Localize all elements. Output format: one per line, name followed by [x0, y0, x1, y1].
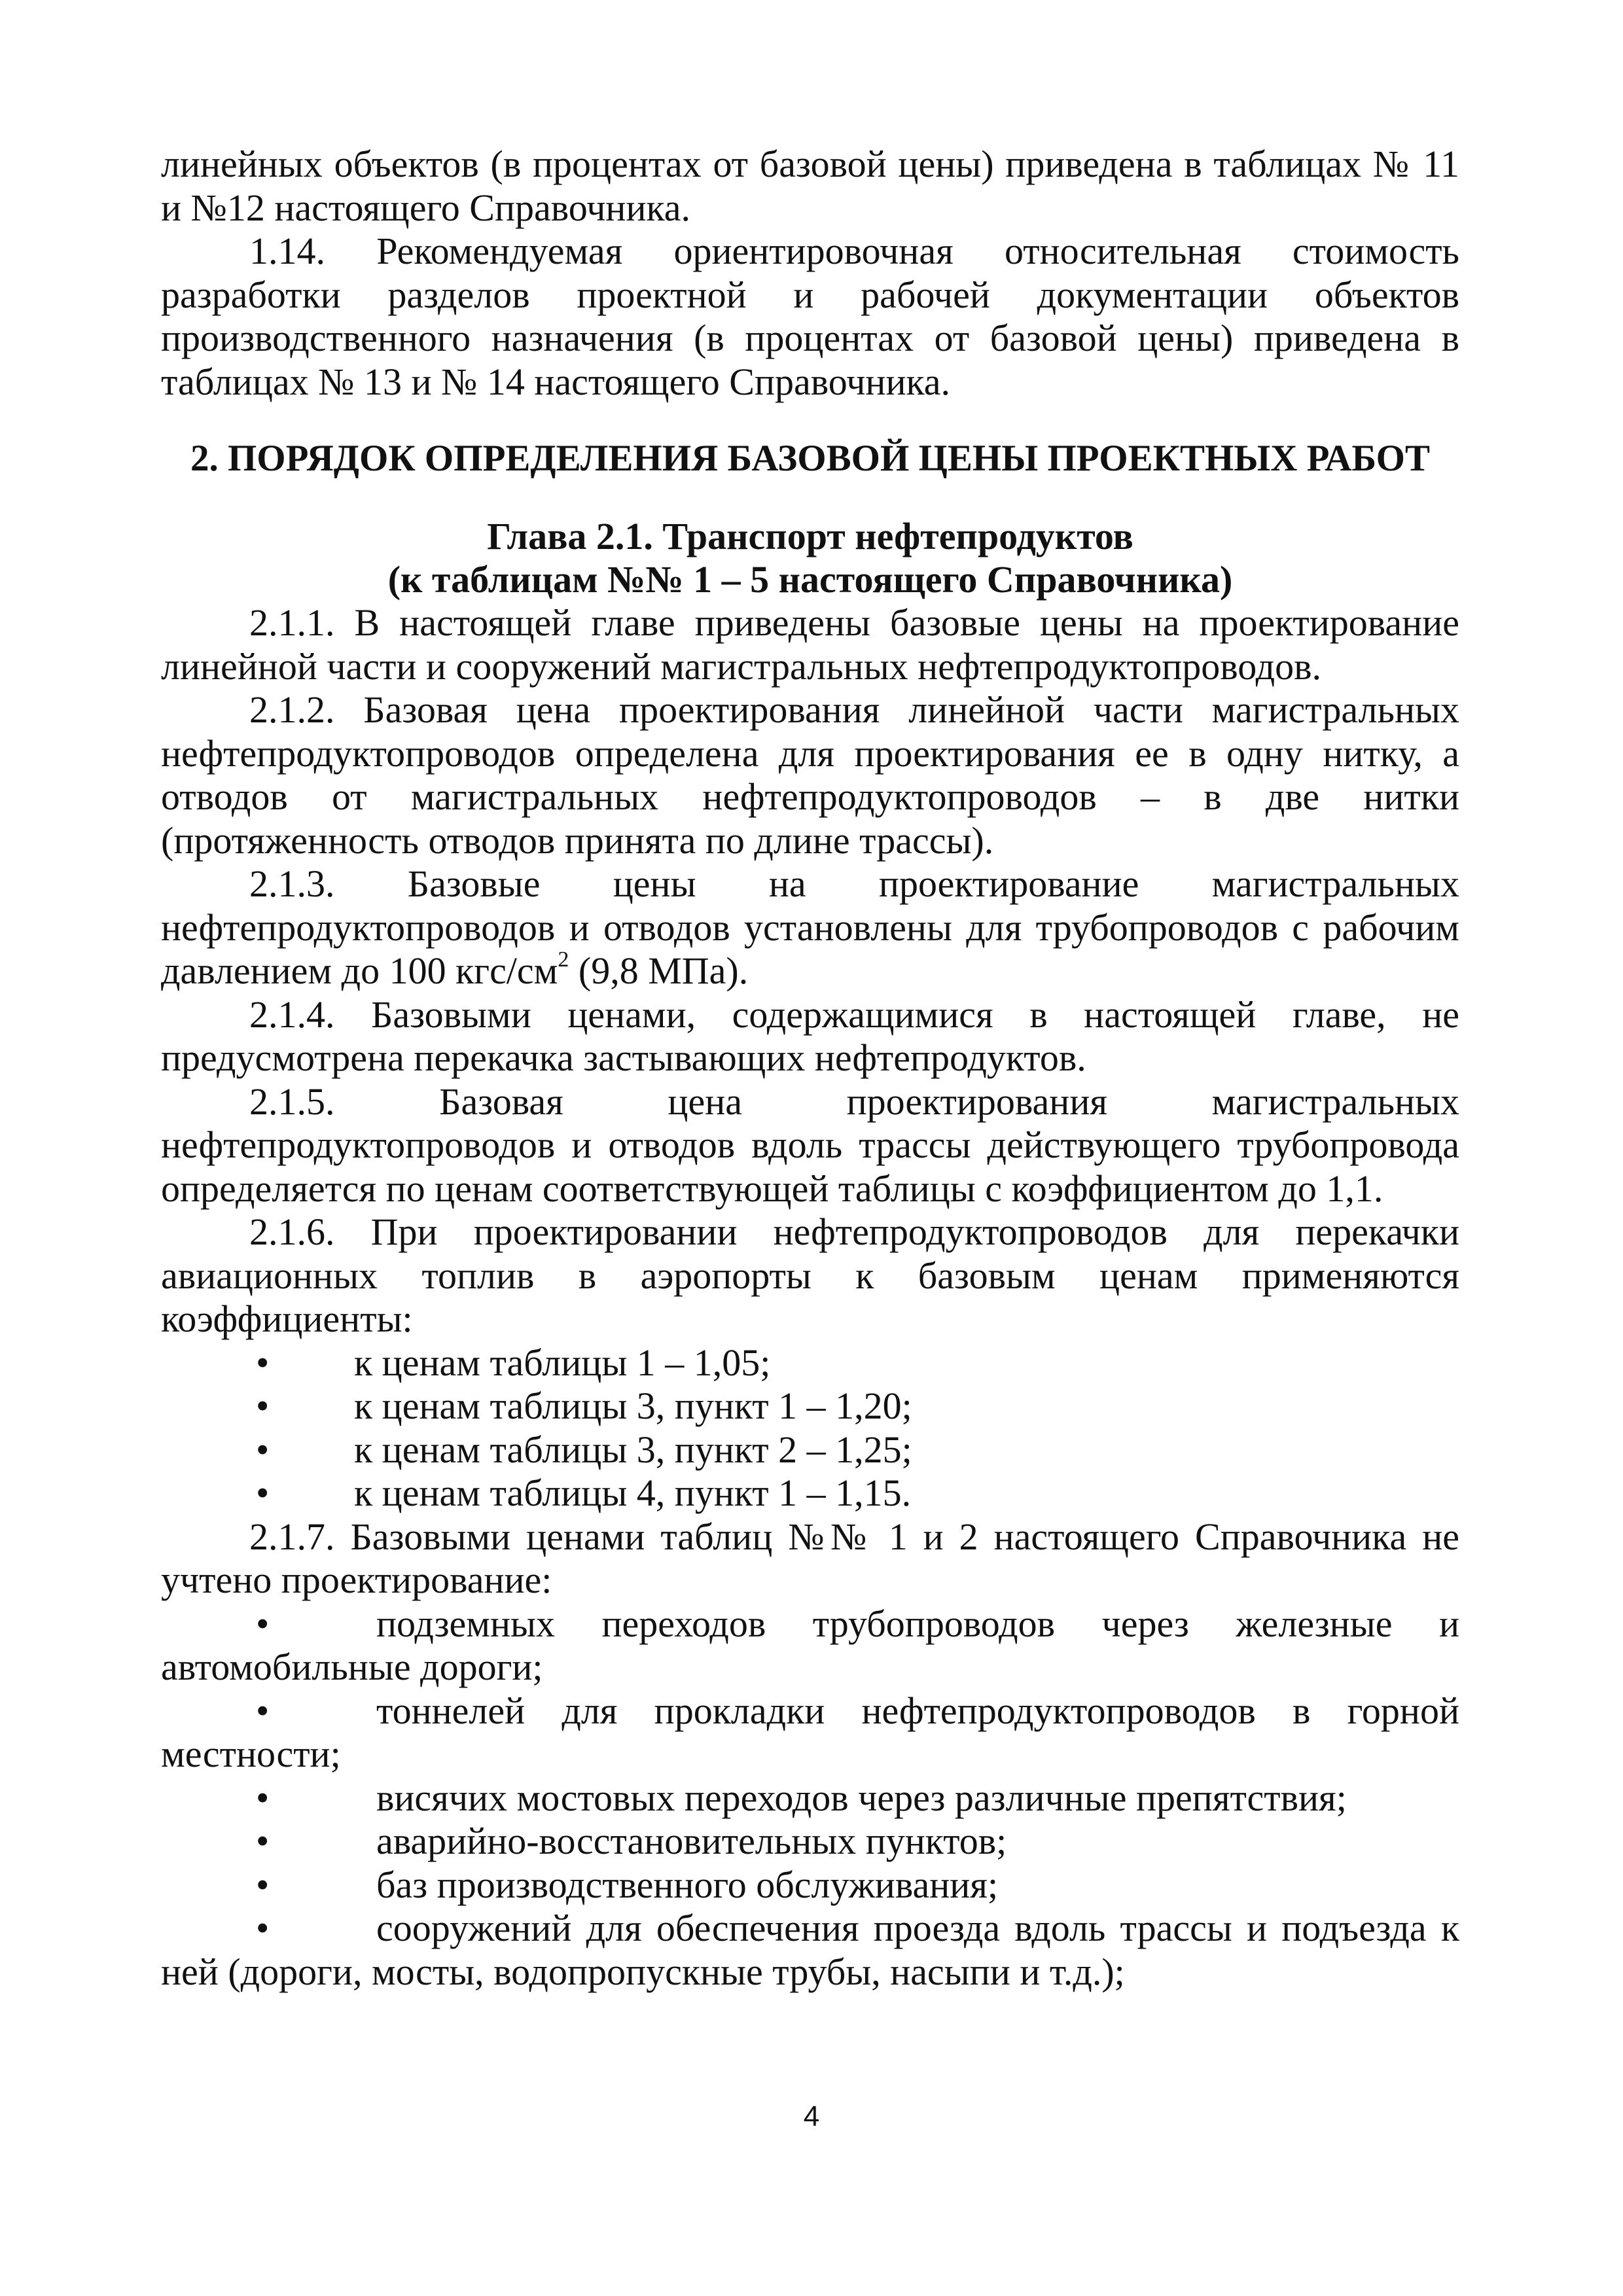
page-number: 4 [803, 2100, 820, 2132]
list-item: • к ценам таблицы 4, пункт 1 – 1,15. [256, 1472, 912, 1514]
paragraph-1-14: 1.14. Рекомендуемая ориентировочная относительная стоимость разработки разделов проектной и рабочей документации объектов производственного назначения (в процентах от базовой цены) приведена в таблицах № 13 и № 14 настоящего Справочника. [161, 230, 1459, 403]
bullet-icon: • [256, 1472, 270, 1514]
clause-2-1-6: 2.1.6. При проектировании нефтепродуктопроводов для перекачки авиационных топлив в аэропорты к базовым ценам применяются коэффициенты: [161, 1210, 1459, 1340]
clause-2-1-7: 2.1.7. Базовыми ценами таблиц №№ 1 и 2 настоящего Справочника не учтено проектирование: [161, 1515, 1459, 1601]
clause-2-1-1: 2.1.1. В настоящей главе приведены базовые цены на проектирование линейной части и сооружений магистральных нефтепродуктопроводов. [161, 601, 1459, 688]
list-item: • тоннелей для прокладки нефтепродуктопроводов в горной местности; [161, 1689, 1459, 1775]
list-item: • к ценам таблицы 3, пункт 1 – 1,20; [256, 1385, 912, 1427]
list-item: • к ценам таблицы 3, пункт 2 – 1,25; [256, 1428, 912, 1471]
superscript-2: 2 [558, 947, 569, 972]
list-item: • висячих мостовых переходов через различные препятствия; [256, 1776, 1347, 1819]
bullet-icon: • [256, 1602, 270, 1645]
clause-2-1-3 [161, 862, 1459, 993]
list-item: • к ценам таблицы 1 – 1,05; [256, 1341, 771, 1384]
list-item: • баз производственного обслуживания; [256, 1863, 999, 1906]
bullet-icon: • [256, 1907, 270, 1949]
paragraph-intro-continuation: линейных объектов (в процентах от базовой цены) приведена в таблицах № 11 и №12 настоящего Справочника. [161, 143, 1459, 229]
bullet-icon: • [256, 1820, 270, 1862]
bullet-icon: • [256, 1341, 270, 1384]
chapter-subtitle: (к таблицам №№ 1 – 5 настоящего Справочника) [387, 558, 1233, 601]
clause-2-1-3-text: 2.1.3. Базовые цены на проектирование магистральных нефтепродуктопроводов и отводов установлены для трубопроводов с рабочим давлением до 100 кгс/см [161, 862, 1459, 992]
section-title: 2. ПОРЯДОК ОПРЕДЕЛЕНИЯ БАЗОВОЙ ЦЕНЫ ПРОЕКТНЫХ РАБОТ [190, 438, 1431, 479]
chapter-title: Глава 2.1. Транспорт нефтепродуктов [487, 515, 1133, 557]
document-page [161, 143, 1459, 1994]
clause-2-1-3-tail: (9,8 МПа). [569, 949, 749, 992]
bullet-icon: • [256, 1428, 270, 1471]
excluded-list [161, 1602, 1459, 1994]
clause-2-1-5: 2.1.5. Базовая цена проектирования магистральных нефтепродуктопроводов и отводов вдоль трассы действующего трубопровода определяется по ценам соответствующей таблицы с коэффициентом до 1,1. [161, 1080, 1459, 1210]
bullet-icon: • [256, 1385, 270, 1427]
list-item: • подземных переходов трубопроводов через железные и автомобильные дороги; [161, 1602, 1459, 1688]
clause-2-1-4: 2.1.4. Базовыми ценами, содержащимися в настоящей главе, не предусмотрена перекачка застывающих нефтепродуктов. [161, 993, 1459, 1079]
bullet-icon: • [256, 1863, 270, 1906]
coefficient-list [161, 1341, 1459, 1515]
bullet-icon: • [256, 1776, 270, 1819]
list-item: • сооружений для обеспечения проезда вдоль трассы и подъезда к ней (дороги, мосты, водопропускные трубы, насыпи и т.д.); [161, 1907, 1459, 1993]
clause-2-1-2: 2.1.2. Базовая цена проектирования линейной части магистральных нефтепродуктопроводов определена для проектирования ее в одну нитку, а отводов от магистральных нефтепродуктопроводов – в две нитки (протяженность отводов принята по длине трассы). [161, 688, 1459, 862]
list-item: • аварийно-восстановительных пунктов; [256, 1820, 1007, 1862]
bullet-icon: • [256, 1689, 270, 1732]
